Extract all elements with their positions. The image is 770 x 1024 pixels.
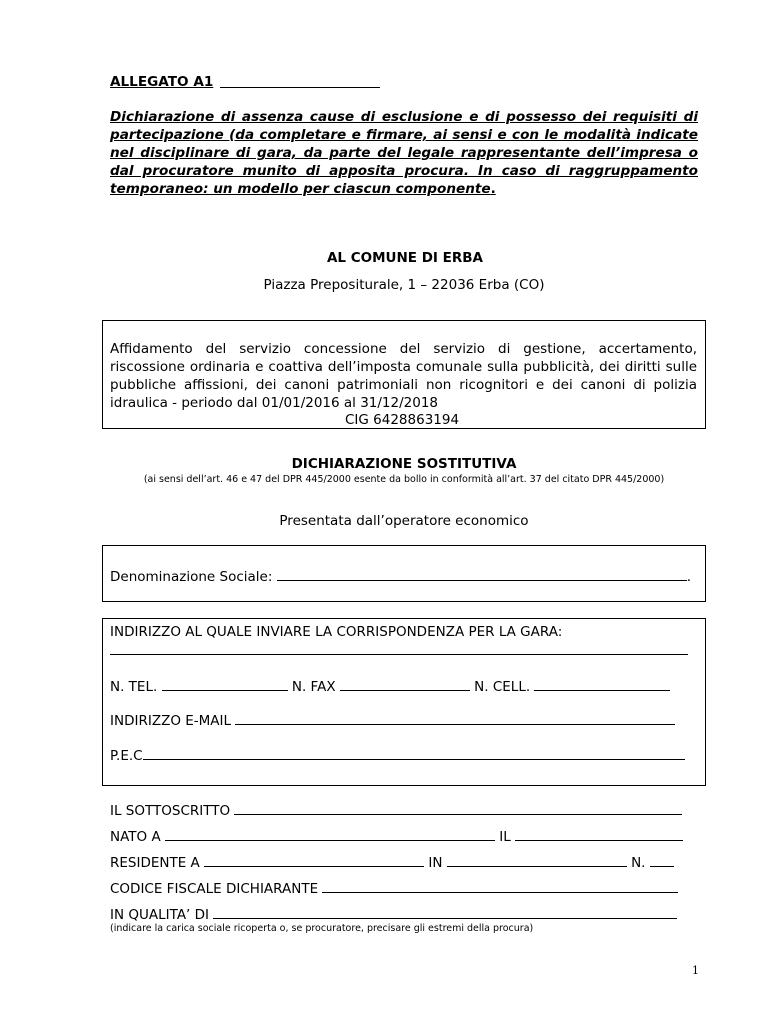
declaration-subtitle: (ai sensi dell’art. 46 e 47 del DPR 445/2000 esente da bollo in conformità all’art. 37 del citato DPR 445/2000) [143, 474, 665, 485]
tel-label: N. TEL. [110, 679, 158, 695]
page-number: 1 [692, 964, 699, 977]
declaration-title: DICHIARAZIONE SOSTITUTIVA [291, 456, 517, 472]
title-line: partecipazione (da completare e firmare, ai sensi e con le modalità indicate [110, 127, 698, 143]
address-title: INDIRIZZO AL QUALE INVIARE LA CORRISPONDENZA PER LA GARA: [110, 624, 563, 640]
qualita-label: IN QUALITA’ DI [110, 907, 210, 923]
document-title [110, 108, 698, 198]
company-name-label: Denominazione Sociale: [110, 569, 273, 585]
pec-label: P.E.C [110, 748, 143, 764]
subject-line: riscossione ordinaria e coattiva dell’imposta comunale sulla pubblicità, dei diritti sulle [110, 359, 697, 375]
recipient-address: Piazza Prepositurale, 1 – 22036 Erba (CO) [263, 277, 545, 293]
sottoscritto-label: IL SOTTOSCRITTO [110, 803, 231, 819]
il-label: IL [499, 829, 511, 845]
qualita-field[interactable] [213, 905, 677, 919]
residente-a-field[interactable] [204, 853, 424, 867]
sottoscritto-field[interactable] [234, 801, 682, 815]
address-box [102, 618, 706, 786]
nato-a-label: NATO A [110, 829, 161, 845]
allegato-underline [220, 73, 380, 88]
codice-fiscale-label: CODICE FISCALE DICHIARANTE [110, 881, 319, 897]
n-field[interactable] [650, 853, 674, 867]
subject-line: pubbliche affissioni, dei canoni patrimoniali non ricognitori e dei canoni di polizia [110, 377, 697, 393]
title-line: dal procuratore munito di apposita procura. In caso di raggruppamento [110, 163, 698, 179]
company-box [102, 545, 706, 602]
fax-label: N. FAX [291, 679, 336, 695]
fax-field[interactable] [340, 677, 470, 691]
allegato-label: ALLEGATO A1 [110, 74, 214, 90]
cell-label: N. CELL. [474, 679, 531, 695]
address-field[interactable] [110, 641, 688, 655]
presented-by: Presentata dall’operatore economico [279, 513, 529, 529]
in-label: IN [428, 855, 443, 871]
il-field[interactable] [515, 827, 683, 841]
email-label: INDIRIZZO E-MAIL [110, 713, 232, 729]
cig-code: CIG 6428863194 [345, 412, 460, 428]
subject-box [102, 320, 706, 429]
n-label: N. [631, 855, 646, 871]
title-line: nel disciplinare di gara, da parte del legale rappresentante dell’impresa o [110, 145, 698, 161]
company-name-field[interactable] [277, 567, 687, 581]
title-line: Dichiarazione di assenza cause di esclusione e di possesso dei requisiti di [110, 109, 698, 125]
pec-field[interactable] [143, 746, 685, 760]
email-field[interactable] [235, 711, 675, 725]
cell-field[interactable] [534, 677, 670, 691]
nato-a-field[interactable] [165, 827, 495, 841]
qualita-note: (indicare la carica sociale ricoperta o, se procuratore, precisare gli estremi della procura) [110, 923, 534, 934]
residente-a-label: RESIDENTE A [110, 855, 200, 871]
company-name-end: . [686, 569, 691, 585]
tel-field[interactable] [162, 677, 288, 691]
in-field[interactable] [447, 853, 627, 867]
subject-line: idraulica - periodo dal 01/01/2016 al 31/12/2018 [110, 395, 439, 411]
codice-fiscale-field[interactable] [322, 879, 678, 893]
recipient-name: AL COMUNE DI ERBA [326, 250, 484, 266]
subject-line: Affidamento del servizio concessione del servizio di gestione, accertamento, [110, 341, 697, 357]
title-line-last: temporaneo: un modello per ciascun componente. [110, 181, 496, 197]
